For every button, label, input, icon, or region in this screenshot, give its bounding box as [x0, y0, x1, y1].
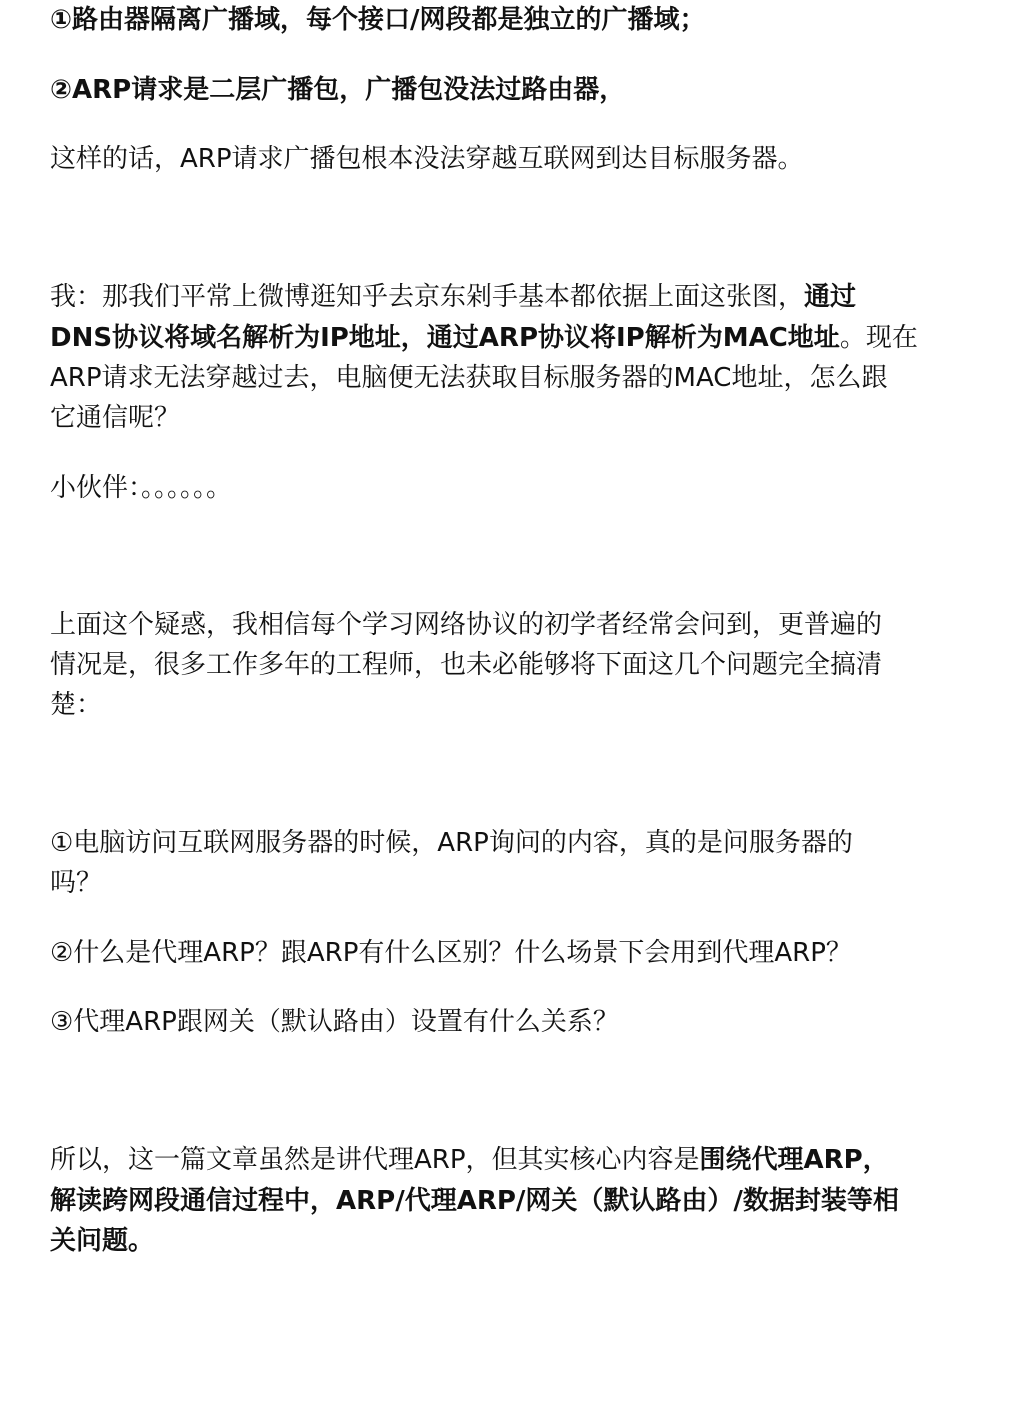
paragraph-arp-broadcast: ②ARP请求是二层广播包，广播包没法过路由器，	[50, 75, 626, 105]
paragraph-router-broadcast: ①路由器隔离广播域，每个接口/网段都是独立的广播域；	[50, 5, 706, 35]
question-1-line-1: ①电脑访问互联网服务器的时候，ARP询问的内容，真的是问服务器的	[50, 828, 853, 858]
text-bold: DNS协议将域名解析为IP地址，通过ARP协议将IP解析为MAC地址	[50, 323, 840, 353]
paragraph-question-line-3: ARP请求无法穿越过去，电脑便无法获取目标服务器的MAC地址，怎么跟	[50, 363, 888, 393]
paragraph-arp-cannot-cross: 这样的话，ARP请求广播包根本没法穿越互联网到达目标服务器。	[50, 144, 804, 174]
paragraph-question-line-4: 它通信呢？	[50, 403, 181, 433]
paragraph-summary-line-2: 解读跨网段通信过程中，ARP/代理ARP/网关（默认路由）/数据封装等相	[50, 1186, 899, 1216]
paragraph-friend-reply: 小伙伴：。。。。。。	[50, 473, 233, 503]
paragraph-summary-line-1	[50, 1140, 889, 1180]
question-2: ②什么是代理ARP？跟ARP有什么区别？什么场景下会用到代理ARP？	[50, 938, 852, 968]
text-normal: 所以，这一篇文章虽然是讲代理ARP，但其实核心内容是	[50, 1145, 700, 1175]
paragraph-doubt-line-2: 情况是，很多工作多年的工程师，也未必能够将下面这几个问题完全搞清	[50, 650, 883, 680]
text-bold: 围绕代理ARP，	[699, 1145, 889, 1175]
paragraph-question-line-1	[50, 277, 856, 317]
text-bold: 通过	[804, 282, 857, 312]
paragraph-question-line-2	[50, 318, 918, 358]
question-3: ③代理ARP跟网关（默认路由）设置有什么关系？	[50, 1007, 619, 1037]
question-1-line-2: 吗？	[50, 868, 103, 898]
paragraph-summary-line-3: 关问题。	[50, 1226, 155, 1256]
text-normal: 我：那我们平常上微博逛知乎去京东剁手基本都依据上面这张图，	[50, 282, 805, 312]
paragraph-doubt-line-3: 楚：	[50, 690, 103, 720]
text-normal: 。现在	[839, 323, 918, 353]
paragraph-doubt-line-1: 上面这个疑惑，我相信每个学习网络协议的初学者经常会问到，更普遍的	[50, 610, 883, 640]
